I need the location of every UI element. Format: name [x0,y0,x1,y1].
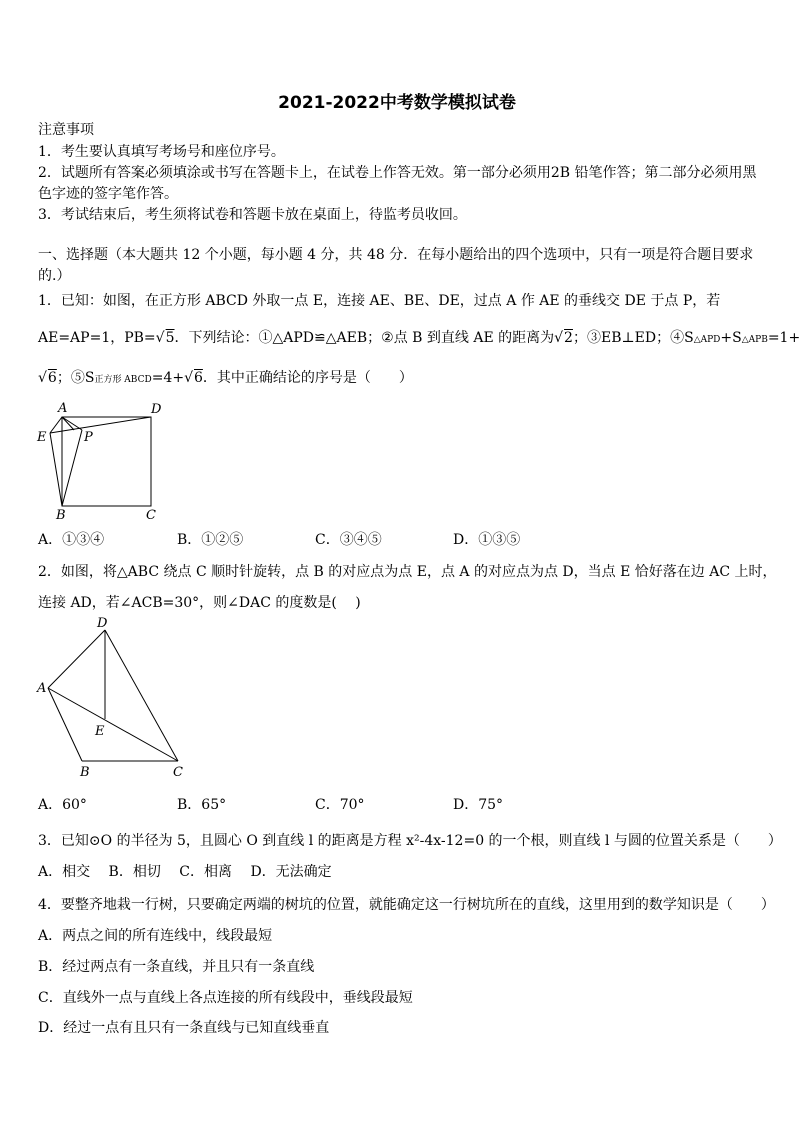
q1-figure [34,400,164,522]
q4-option-a[interactable]: A．两点之间的所有连线中，线段最短 [38,928,273,944]
q3-stem: 3．已知⊙O 的半径为 5，且圆心 O 到直线 l 的距离是方程 x²-4x-12=0 的一个根，则直线 l 与圆的位置关系是（ ） [38,833,782,849]
label-b: B [80,765,90,780]
q2-option-b[interactable]: B．65° [177,797,227,813]
label-a: A [37,681,47,696]
section-heading: 一、选择题（本大题共 12 个小题，每小题 4 分，共 48 分．在每小题给出的四个选项中，只有一项是符合题目要求 [38,247,754,263]
q1-option-a[interactable]: A．①③④ [38,532,105,548]
label-c: C [146,508,156,523]
q2-figure [34,612,194,784]
q4-option-d[interactable]: D．经过一点有且只有一条直线与已知直线垂直 [38,1020,330,1036]
subscript: 正方形 ABCD [94,375,152,385]
notice-item: 1．考生要认真填写考场号和座位序号。 [38,144,285,160]
radicand: 6 [47,370,57,386]
subscript: △APB [741,335,768,345]
radicand: 6 [193,370,203,386]
q1-option-d[interactable]: D．①③⑤ [453,532,521,548]
segment-pb [62,430,82,506]
q1-text: =1+ [767,330,800,346]
q1-stem-line1: 1．已知：如图，在正方形 ABCD 外取一点 E，连接 AE、BE、DE，过点 A 作 AE 的垂线交 DE 于点 P，若 [38,293,721,309]
sqrt-symbol: √5 [155,330,175,346]
label-d: D [151,402,162,417]
q1-stem-line2 [38,329,800,349]
q2-stem-line1: 2．如图，将△ABC 绕点 C 顺时针旋转，点 B 的对应点为点 E，点 A 的对应点为点 D，当点 E 恰好落在边 AC 上时， [38,564,777,580]
subscript: △APD [693,335,721,345]
section-heading-cont: 的.） [38,268,71,284]
segment-dc [105,630,178,761]
segment-ae [50,417,62,433]
q1-stem-line3 [38,369,413,389]
q1-option-b[interactable]: B．①②⑤ [177,532,244,548]
label-a: A [58,401,68,416]
q1-text: +S [720,330,742,346]
q1-text: ；⑤S [56,370,95,386]
segment-ac [48,688,178,761]
sqrt-symbol: √2 [554,330,573,346]
radicand: 5 [165,330,175,346]
segment-eb [50,433,62,506]
segment-ab [48,688,82,761]
notice-item: 色字迹的签字笔作答。 [38,186,178,202]
radicand: 2 [564,330,573,346]
label-p: P [84,430,93,445]
sqrt-symbol: √6 [184,370,203,386]
square-abcd [62,417,151,506]
q4-option-c[interactable]: C．直线外一点与直线上各点连接的所有线段中，垂线段最短 [38,990,413,1006]
q1-option-c[interactable]: C．③④⑤ [315,532,382,548]
q1-text: AE=AP=1，PB= [38,330,156,346]
notice-item: 2．试题所有答案必须填涂或书写在答题卡上，在试卷上作答无效。第一部分必须用2B 铅笔作答；第二部分必须用黑 [38,165,757,181]
label-e: E [95,724,105,739]
q1-text: =4+ [151,370,185,386]
q2-option-c[interactable]: C．70° [315,797,365,813]
q1-text: ．下列结论：①△APD≌△AEB；②点 B 到直线 AE 的距离为 [174,330,555,346]
q2-option-a[interactable]: A．60° [38,797,87,813]
sqrt-symbol: √6 [38,370,57,386]
q1-text: ；③EB⊥ED；④S [572,330,694,346]
q2-option-d[interactable]: D．75° [453,797,504,813]
notice-heading: 注意事项 [38,122,94,138]
q4-option-b[interactable]: B．经过两点有一条直线，并且只有一条直线 [38,959,315,975]
label-c: C [173,765,183,780]
q4-stem: 4．要整齐地栽一行树，只要确定两端的树坑的位置，就能确定这一行树坑所在的直线，这里用到的数学知识是（ ） [38,897,775,913]
label-d: D [97,616,108,631]
q3-options[interactable]: A．相交 B．相切 C．相离 D．无法确定 [38,864,332,880]
q1-text: ．其中正确结论的序号是（ ） [202,370,413,386]
label-e: E [37,430,47,445]
notice-item: 3．考试结束后，考生须将试卷和答题卡放在桌面上，待监考员收回。 [38,207,467,223]
segment-ad [48,630,105,688]
q2-stem-line2: 连接 AD，若∠ACB=30°，则∠DAC 的度数是( ) [38,595,361,611]
exam-title: 2021-2022中考数学模拟试卷 [278,93,516,113]
label-b: B [56,508,66,523]
